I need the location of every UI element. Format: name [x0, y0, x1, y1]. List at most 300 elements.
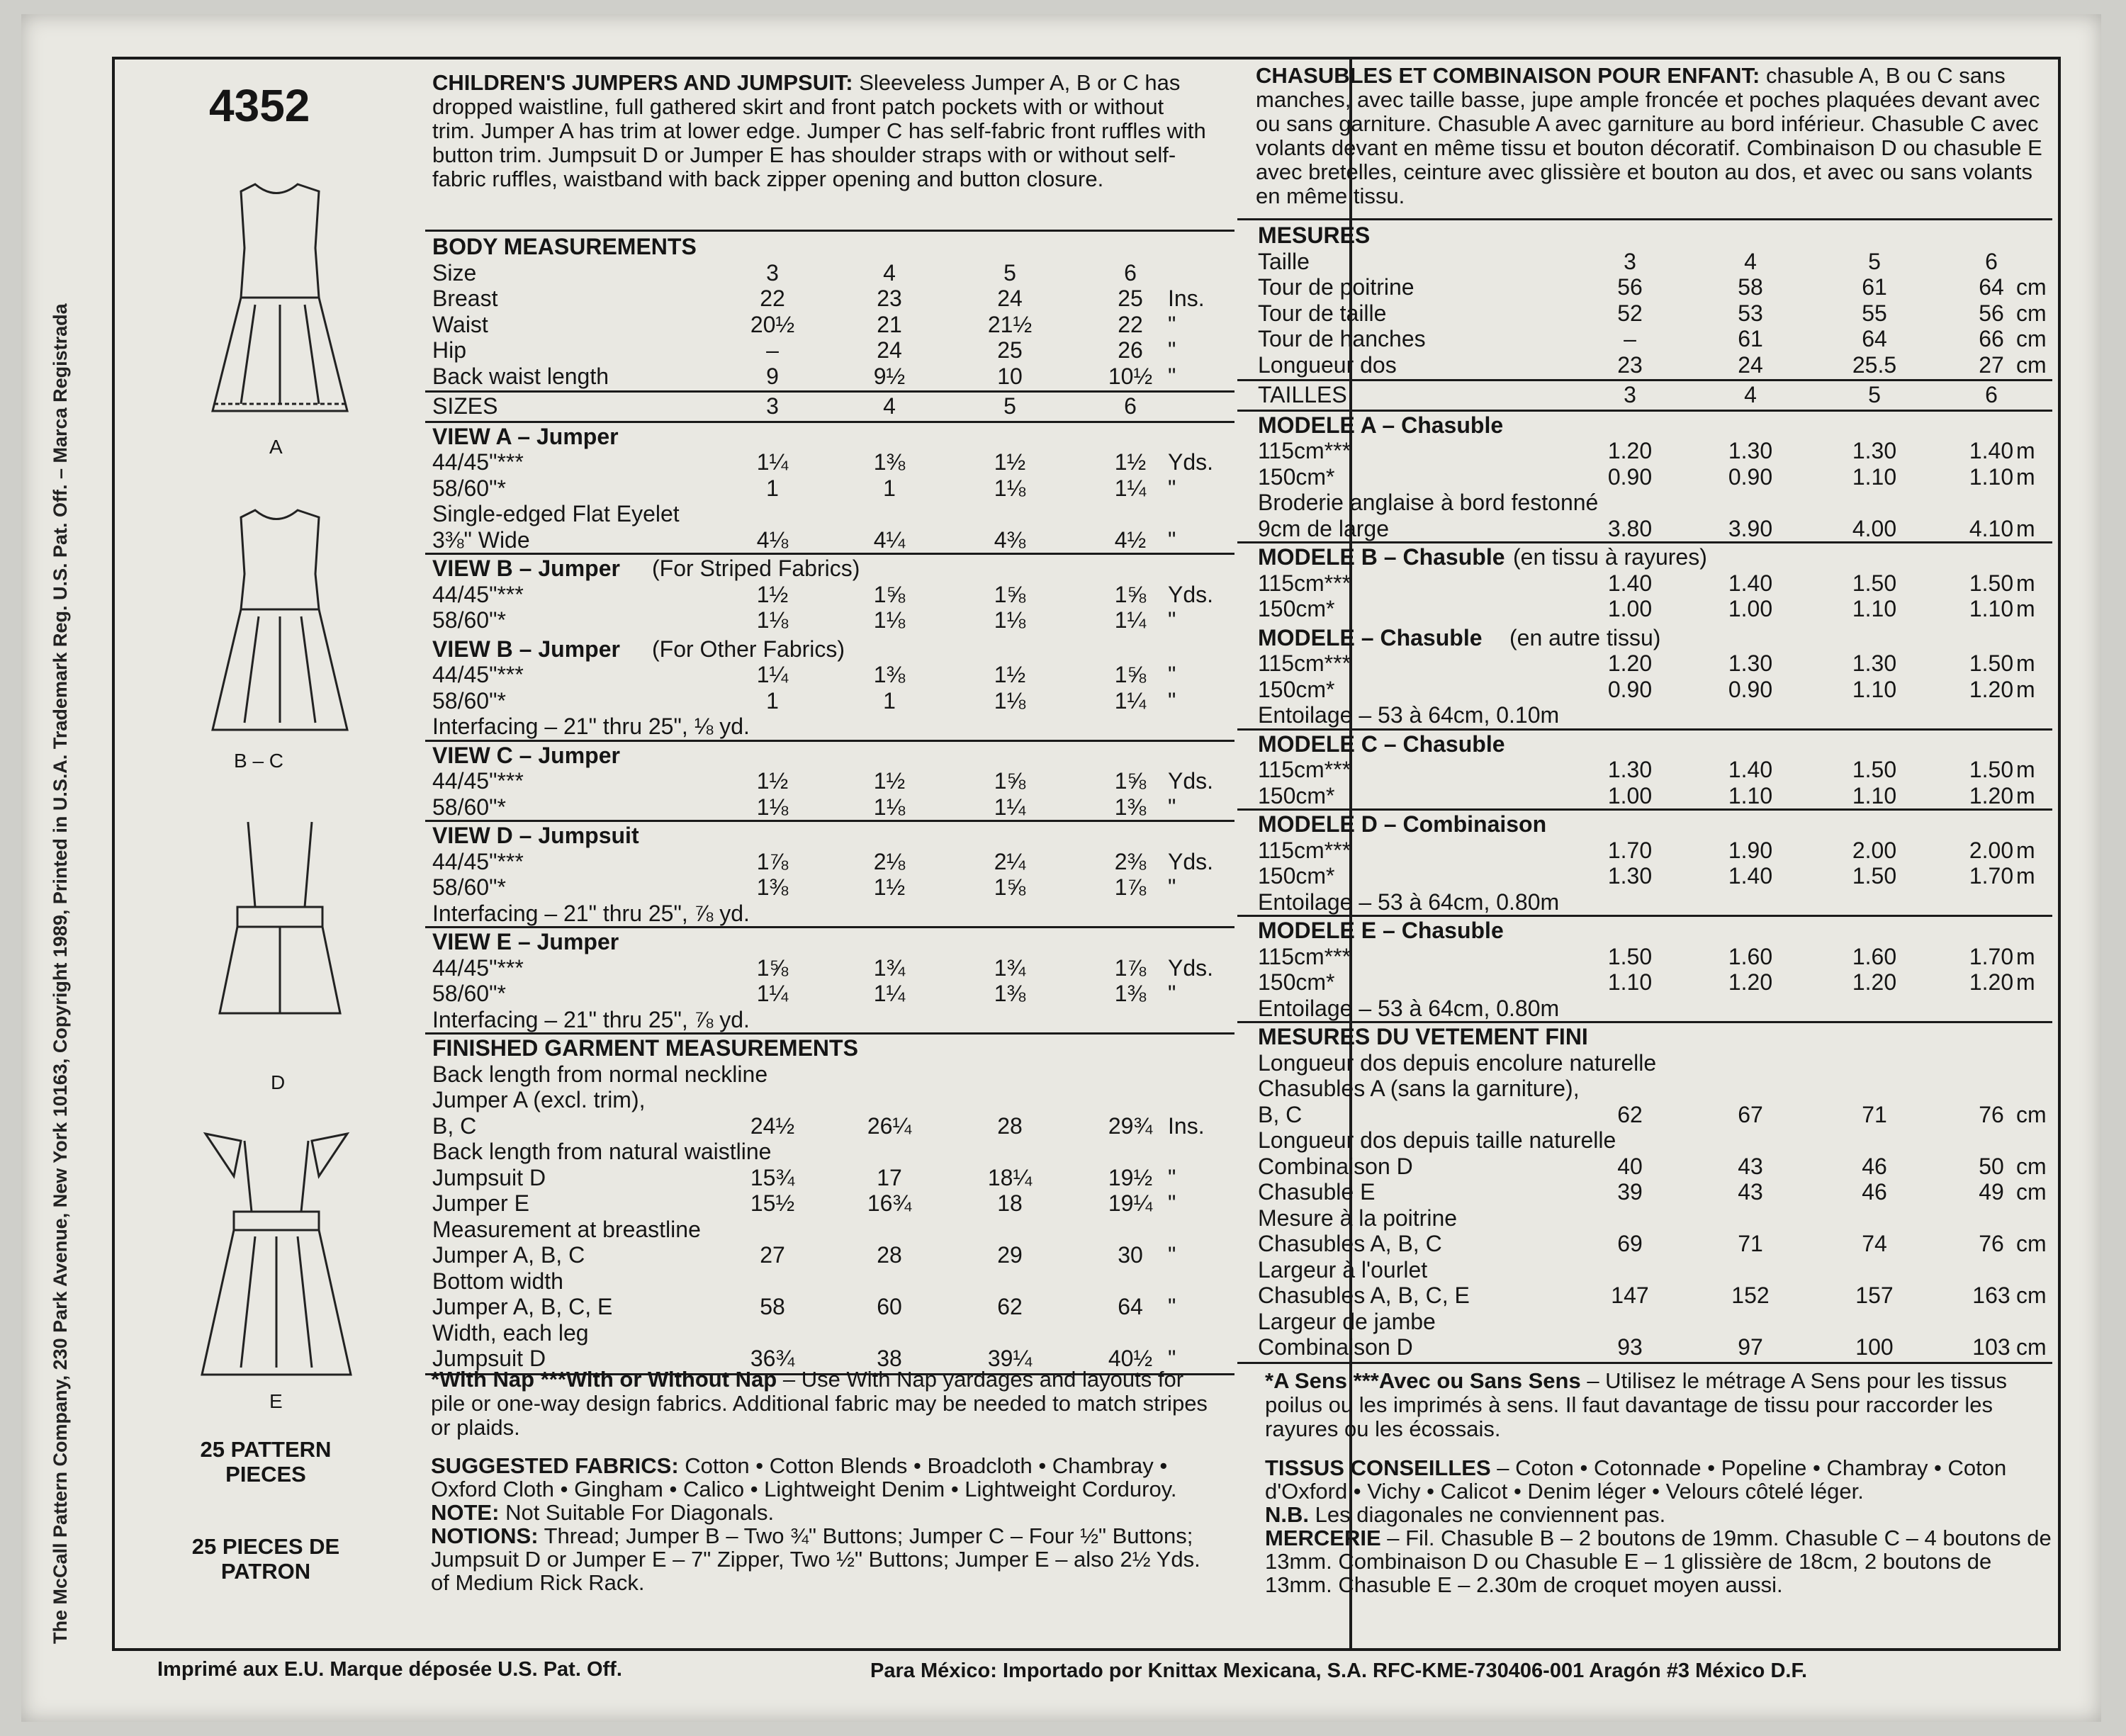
fr-finished-row-value [1587, 1076, 1672, 1101]
en-finished-row-unit: " [1168, 1164, 1176, 1190]
en-finished-row-value [847, 1268, 932, 1294]
en-finished-row-label: Back length from natural waistline [432, 1139, 772, 1164]
en-finished-row-value: 24½ [750, 1112, 795, 1139]
en-finished-row-value: 16¾ [867, 1190, 912, 1216]
en-finished-row-label: Jumper A, B, C [432, 1242, 585, 1268]
fr-note-title: N.B. [1265, 1502, 1309, 1527]
fr-body-row-value: 64 [1862, 326, 1887, 351]
fr-finished-row-label: Combinaison D [1258, 1153, 1413, 1179]
fr-body-row-value: 61 [1862, 274, 1887, 300]
fr-view-title: MODELE E – Chasuble [1258, 918, 1504, 943]
figure-label-d: D [271, 1071, 286, 1093]
en-view-row-label: 44/45"*** [432, 449, 524, 475]
fr-finished-row-label: Largeur de jambe [1258, 1308, 1436, 1334]
fr-finished-row-label: B, C [1258, 1101, 1303, 1127]
fr-view-row-value: 1.10 [1607, 969, 1653, 995]
en-finished-row-value: 26¼ [867, 1112, 912, 1139]
en-view-row-value: 1½ [994, 662, 1026, 687]
en-view-row-value: 1⅜ [1114, 794, 1147, 820]
fr-finished-row-value: 67 [1738, 1101, 1763, 1127]
jumper-a-illustration [198, 170, 361, 425]
fr-view-row-value: 1.10 [1969, 596, 2014, 621]
fr-view-row-unit: m [2016, 463, 2035, 490]
en-view-row-label: 44/45"*** [432, 954, 524, 981]
fr-finished-row-unit [2016, 1309, 2073, 1334]
fr-finished-row-value: 103 [1972, 1334, 2010, 1360]
en-finished-row-value [847, 1061, 932, 1087]
fr-finished-row-unit [2016, 1127, 2073, 1153]
en-view-row-value: 1¼ [1114, 687, 1147, 714]
fr-finished-row-unit: cm [2016, 1179, 2047, 1205]
en-finished-row-unit [1168, 1087, 1225, 1112]
en-finished-row-value: 28 [877, 1242, 902, 1268]
fr-view-row-value: 1.20 [1607, 438, 1653, 463]
en-finished-row-value [1088, 1139, 1173, 1164]
en-body-row-unit: " [1168, 311, 1176, 337]
fr-view-row-value [1587, 490, 1672, 515]
en-sizes-label: SIZES [432, 393, 498, 419]
fr-view-subtitle: (en autre tissu) [1509, 624, 1661, 650]
fr-view-row-value [1832, 996, 1917, 1021]
fr-finished-row-label: Chasubles A, B, C [1258, 1231, 1442, 1256]
fr-finished-row-label: Largeur à l'ourlet [1258, 1256, 1428, 1283]
en-view-row-unit: " [1168, 794, 1176, 820]
fr-view-row-value [1708, 702, 1793, 728]
fr-view-row-value: 0.90 [1728, 463, 1773, 490]
fr-view-row-value: 1.10 [1852, 676, 1897, 702]
en-finished-row-label: Jumpsuit D [432, 1164, 546, 1190]
en-body-row-value: 5 [1003, 259, 1016, 286]
fr-finished-row-unit [2016, 1050, 2073, 1076]
en-view-row-value: 1⅛ [994, 475, 1026, 501]
fr-finished-row-label: Combinaison D [1258, 1334, 1413, 1360]
fr-view-row-value: 1.50 [1969, 650, 2014, 676]
en-body-row-value: – [766, 337, 779, 363]
fr-view-row-value: 1.20 [1852, 969, 1897, 995]
en-view-row-value: 1⅝ [994, 581, 1026, 607]
fr-size-value: 6 [1985, 382, 1998, 407]
en-view-row-value: 1⅞ [1114, 874, 1147, 900]
fr-view-row-value: 0.90 [1728, 676, 1773, 702]
fr-finished-row-unit: cm [2016, 1334, 2047, 1360]
fr-finished-row-value: 43 [1738, 1179, 1763, 1205]
en-finished-row-label: B, C [432, 1112, 477, 1139]
en-finished-row-value: 58 [760, 1294, 785, 1319]
en-view-row-label: 3⅜" Wide [432, 526, 530, 553]
fr-view-row-value [1832, 889, 1917, 915]
fr-finished-row-label: Longueur dos depuis encolure naturelle [1258, 1049, 1657, 1076]
fr-size-value: 5 [1868, 382, 1881, 407]
fr-view-row-value: 1.30 [1852, 650, 1897, 676]
fr-view-row-value: 3.90 [1728, 515, 1773, 541]
fr-view-row-unit: m [2016, 863, 2035, 889]
fr-view-row-value: 1.50 [1969, 757, 2014, 782]
fr-body-row-value: 25.5 [1852, 351, 1897, 378]
fr-view-row-label: Entoilage – 53 à 64cm, 0.80m [1258, 995, 1560, 1021]
en-view-title: VIEW A – Jumper [432, 423, 619, 449]
en-body-row-label: Breast [432, 286, 498, 311]
en-finished-row-value: 29 [997, 1242, 1023, 1268]
fr-view-row-label: 115cm*** [1258, 757, 1351, 782]
fr-finished-row-value [1832, 1127, 1917, 1153]
fr-finished-row-label: Longueur dos depuis taille naturelle [1258, 1127, 1616, 1153]
fr-finished-row-value: 163 [1972, 1283, 2010, 1308]
en-finished-row-value [1088, 1320, 1173, 1346]
en-view-row-value: 1½ [756, 581, 789, 607]
en-view-row-label: 58/60"* [432, 607, 506, 633]
en-view-row-value: 1½ [873, 874, 906, 900]
en-finished-row-value [730, 1268, 815, 1294]
fr-view-row-label: 150cm* [1258, 463, 1335, 490]
pattern-number: 4352 [209, 80, 310, 131]
en-view-row-value: 4⅛ [756, 526, 789, 553]
fr-finished-title: MESURES DU VETEMENT FINI [1258, 1024, 1588, 1049]
en-finished-row-label: Jumper A (excl. trim), [432, 1087, 646, 1112]
en-view-row-value [730, 714, 815, 739]
en-finished-row-value: 15¾ [750, 1164, 795, 1190]
fr-finished-row-value: 46 [1862, 1153, 1887, 1179]
fr-view-row-value [1708, 490, 1793, 515]
fr-view-row-value [1708, 889, 1793, 915]
fr-view-row-unit: m [2016, 837, 2035, 863]
en-view-row-value: 1⅝ [1114, 662, 1147, 687]
divider-line [1237, 808, 2052, 811]
en-finished-row-unit: Ins. [1168, 1112, 1205, 1139]
divider-line [425, 740, 1234, 742]
en-view-row-unit: Yds. [1168, 768, 1214, 794]
fr-view-row-value: 1.40 [1607, 570, 1653, 596]
fr-finished-row-value [1587, 1257, 1672, 1283]
en-view-row-value [1088, 501, 1173, 526]
fr-body-row-label: Tour de taille [1258, 300, 1387, 326]
footer-right: Para México: Importado por Knittax Mexicana, S.A. RFC-KME-730406-001 Aragón #3 México D.F. [870, 1659, 1808, 1682]
fr-body-row-value: 53 [1738, 300, 1763, 326]
fr-finished-row-value: 76 [1979, 1231, 2004, 1256]
en-finished-row-value [967, 1087, 1052, 1112]
fr-intro [1256, 64, 2042, 208]
en-view-row-value: 1 [883, 687, 896, 714]
fr-finished-row-unit: cm [2016, 1283, 2047, 1308]
en-view-row-value: 1⅝ [873, 581, 906, 607]
en-view-row-value: 4½ [1114, 526, 1147, 553]
fr-finished-row-value [1708, 1076, 1793, 1101]
fr-finished-row-unit: cm [2016, 1231, 2047, 1256]
en-view-row-value: 1⅛ [756, 794, 789, 820]
en-view-title: VIEW D – Jumpsuit [432, 823, 639, 848]
fr-nap-note [1265, 1369, 2059, 1441]
en-fabrics-notions [431, 1454, 1217, 1594]
pattern-pieces-en: 25 PATTERN PIECES [200, 1437, 332, 1487]
en-body-row-unit: Ins. [1168, 286, 1205, 311]
en-finished-row-value [967, 1061, 1052, 1087]
en-view-row-label: 44/45"*** [432, 581, 524, 607]
en-view-row-value: 1¾ [873, 954, 906, 981]
en-body-row-value: 10 [997, 363, 1023, 389]
en-view-row-value [967, 1007, 1052, 1032]
fr-finished-row-unit: cm [2016, 1101, 2047, 1127]
en-finished-row-unit: " [1168, 1346, 1176, 1371]
en-notions-text: Thread; Jumper B – Two ¾" Buttons; Jumper C – Four ½" Buttons; Jumpsuit D or Jumper E – 7" Zipper, Two ½" Buttons; Jumper E – also 2½ Yds. of Medium Rick Rack. [431, 1523, 1200, 1595]
en-view-subtitle: (For Other Fabrics) [652, 636, 845, 662]
fr-body-row-value: 66 [1979, 326, 2004, 351]
en-finished-row-label: Back length from normal neckline [432, 1061, 768, 1087]
en-view-title: VIEW B – Jumper [432, 636, 620, 662]
fr-finished-row-value: 147 [1611, 1283, 1649, 1308]
fr-fabrics-text: – Coton • Cotonnade • Popeline • Chambray • Coton d'Oxford • Vichy • Calicot • Denim léger • Velours côtelé léger. [1265, 1455, 2007, 1504]
divider-line [1237, 218, 2052, 220]
fr-view-row-value: 1.70 [1969, 863, 2014, 889]
fr-view-row-value: 1.90 [1728, 837, 1773, 863]
en-view-row-value: 1¼ [1114, 607, 1147, 633]
en-view-row-unit [1168, 714, 1225, 739]
fr-view-row-unit: m [2016, 570, 2035, 596]
en-view-row-value: 1⅝ [994, 768, 1026, 794]
fr-view-row-value: 1.50 [1969, 570, 2014, 596]
en-finished-row-value: 29¾ [1108, 1112, 1153, 1139]
fr-view-row-value: 1.10 [1728, 782, 1773, 808]
divider-line [1237, 915, 2052, 917]
fr-body-title: MESURES [1258, 222, 1371, 248]
fr-view-row-value: 1.30 [1728, 438, 1773, 463]
en-view-row-value [847, 501, 932, 526]
fr-view-row-value: 4.00 [1852, 515, 1897, 541]
en-view-title: VIEW B – Jumper [432, 556, 620, 581]
en-size-value: 6 [1124, 393, 1137, 419]
en-view-subtitle: (For Striped Fabrics) [652, 556, 860, 581]
en-finished-row-value: 19½ [1108, 1164, 1153, 1190]
en-body-title: BODY MEASUREMENTS [432, 234, 697, 259]
fr-finished-row-value [1708, 1050, 1793, 1076]
fr-finished-row-value: 93 [1617, 1334, 1643, 1360]
en-view-row-value [730, 501, 815, 526]
fr-view-row-value: 1.30 [1607, 863, 1653, 889]
fr-finished-row-value [1587, 1205, 1672, 1231]
en-view-row-label: 44/45"*** [432, 662, 524, 687]
en-view-row-value: 2⅛ [873, 848, 906, 874]
en-view-row-value: 1⅜ [873, 449, 906, 475]
en-finished-row-value [967, 1217, 1052, 1242]
fr-finished-row-value [1708, 1127, 1793, 1153]
pattern-pieces-fr: 25 PIECES DE PATRON [191, 1534, 340, 1584]
en-view-row-label: 58/60"* [432, 874, 506, 900]
en-nap-text: – Use With Nap yardages and layouts for pile or one-way design fabrics. Additional fabric may be needed to match stripes or plaids. [431, 1367, 1208, 1440]
fr-finished-row-value: 97 [1738, 1334, 1763, 1360]
fr-view-row-label: 150cm* [1258, 596, 1335, 621]
fr-finished-row-value [1832, 1076, 1917, 1101]
en-body-row-value: 23 [877, 286, 902, 311]
fr-view-row-value [1587, 996, 1672, 1021]
fr-finished-row-value [1832, 1205, 1917, 1231]
en-view-row-value: 1¼ [756, 662, 789, 687]
fr-view-row-label: Broderie anglaise à bord festonné [1258, 490, 1599, 515]
fr-view-row-value: 1.30 [1607, 757, 1653, 782]
en-view-title: VIEW E – Jumper [432, 929, 619, 954]
en-view-row-label: 58/60"* [432, 981, 506, 1006]
en-view-row-value: 1⅜ [1114, 981, 1147, 1006]
fr-body-row-value: 52 [1617, 300, 1643, 326]
fr-finished-row-label: Chasubles A, B, C, E [1258, 1283, 1470, 1308]
fr-view-row-label: 115cm*** [1258, 650, 1351, 676]
en-intro [432, 71, 1212, 191]
fr-view-row-value: 1.40 [1728, 757, 1773, 782]
en-note-title: NOTE: [431, 1500, 500, 1525]
fr-view-row-value: 1.70 [1969, 943, 2014, 969]
footer-left: Imprimé aux E.U. Marque déposée U.S. Pat. Off. [157, 1658, 622, 1681]
fr-view-row-value [1832, 490, 1917, 515]
fr-body-row-unit: cm [2016, 326, 2047, 351]
fr-size-value: 3 [1624, 382, 1636, 407]
fr-view-row-unit [2016, 702, 2073, 728]
divider-line [425, 421, 1234, 423]
fr-view-row-value: 1.30 [1728, 650, 1773, 676]
fr-finished-row-value [1587, 1127, 1672, 1153]
fr-view-title: MODELE D – Combinaison [1258, 811, 1547, 837]
fr-sizes-label: TAILLES [1258, 382, 1347, 407]
en-view-row-value: 1¼ [756, 981, 789, 1006]
en-view-row-value [1088, 901, 1173, 926]
en-finished-row-value [967, 1320, 1052, 1346]
fr-view-row-unit: m [2016, 438, 2035, 463]
en-view-row-unit: " [1168, 475, 1176, 501]
en-finished-row-unit: " [1168, 1242, 1176, 1268]
fr-view-row-value: 1.50 [1852, 863, 1897, 889]
fr-view-row-label: 115cm*** [1258, 837, 1351, 863]
fr-finished-row-value: 62 [1617, 1101, 1643, 1127]
en-finished-row-value: 17 [877, 1164, 902, 1190]
en-body-row-unit: " [1168, 363, 1176, 389]
en-body-row-value: 26 [1118, 337, 1143, 363]
fr-body-row-value: 55 [1862, 300, 1887, 326]
fr-view-row-value: 1.30 [1852, 438, 1897, 463]
en-view-row-label: 44/45"*** [432, 768, 524, 794]
fr-nap-b: ***Avec ou Sans Sens [1353, 1368, 1581, 1393]
fr-view-row-value: 1.10 [1969, 463, 2014, 490]
fr-body-row-unit [2016, 249, 2073, 274]
en-finished-row-value [1088, 1217, 1173, 1242]
fr-view-title: MODELE C – Chasuble [1258, 731, 1505, 757]
figure-label-e: E [269, 1390, 283, 1412]
fr-view-row-unit [2016, 996, 2073, 1021]
fr-view-row-value: 1.40 [1969, 438, 2014, 463]
fr-nap-text: – Utilisez le métrage A Sens pour les tissus poilus ou les imprimés à sens. Il faut davantage de tissu pour raccorder les rayures ou les écossais. [1265, 1368, 2008, 1441]
fr-view-row-label: 150cm* [1258, 969, 1335, 995]
en-view-row-value: 1⅝ [994, 874, 1026, 900]
fr-finished-row-value: 71 [1862, 1101, 1887, 1127]
fr-view-row-label: 115cm*** [1258, 570, 1351, 596]
fr-view-row-value: 1.20 [1728, 969, 1773, 995]
en-finished-row-value: 27 [760, 1242, 785, 1268]
en-nap-a: *With Nap [431, 1367, 535, 1392]
en-view-row-value: 1½ [756, 768, 789, 794]
fr-view-row-value [1587, 889, 1672, 915]
divider-line [1237, 410, 2052, 412]
en-finished-row-value: 15½ [750, 1190, 795, 1216]
en-view-row-unit: Yds. [1168, 954, 1214, 981]
jumpsuit-d-illustration [198, 808, 361, 1063]
fr-body-row-value: 3 [1624, 248, 1636, 274]
divider-line [1237, 1362, 2052, 1364]
fr-finished-row-value: 49 [1979, 1179, 2004, 1205]
en-body-row-value: 9½ [873, 363, 906, 389]
fr-fabrics-notions [1265, 1456, 2059, 1596]
en-body-row-value: 25 [1118, 286, 1143, 311]
fr-finished-row-value: 69 [1617, 1231, 1643, 1256]
en-view-row-label: 58/60"* [432, 687, 506, 714]
en-view-row-label: Interfacing – 21" thru 25", ⅞ yd. [432, 1006, 750, 1032]
en-view-row-unit: " [1168, 981, 1176, 1006]
fr-view-row-value: 2.00 [1969, 837, 2014, 863]
fr-notions-text: – Fil. Chasuble B – 2 boutons de 19mm. Chasuble C – 4 boutons de 13mm. Combinaison D ou Chasuble E – 1 glissière de 18cm, 2 boutons de 13mm. Chasuble E – 2.30m de croquet moyen aussi. [1265, 1526, 2052, 1597]
en-body-row-value: 24 [997, 286, 1023, 311]
en-view-row-value: 1¾ [994, 954, 1026, 981]
en-notions-title: NOTIONS: [431, 1523, 539, 1548]
fr-body-row-value: 58 [1738, 274, 1763, 300]
fr-view-row-value: 1.10 [1852, 596, 1897, 621]
fr-finished-row-value: 40 [1617, 1153, 1643, 1179]
fr-view-row-unit [2016, 889, 2073, 915]
fr-view-row-unit [2016, 490, 2073, 515]
divider-line [425, 926, 1234, 928]
fr-finished-row-value: 76 [1979, 1101, 2004, 1127]
fr-view-row-unit: m [2016, 650, 2035, 676]
en-body-row-value: 6 [1124, 259, 1137, 286]
fr-view-row-value: 1.20 [1607, 650, 1653, 676]
divider-line [1237, 1021, 2052, 1023]
en-finished-row-unit [1168, 1320, 1225, 1346]
fr-view-row-value: 0.90 [1607, 676, 1653, 702]
en-finished-row-value: 38 [877, 1346, 902, 1371]
fr-view-row-value [1832, 702, 1917, 728]
en-view-row-value [967, 714, 1052, 739]
en-finished-row-value [1088, 1087, 1173, 1112]
en-view-row-label: Interfacing – 21" thru 25", ⅛ yd. [432, 714, 750, 739]
en-view-row-value [847, 1007, 932, 1032]
en-view-row-label: 58/60"* [432, 475, 506, 501]
en-finished-row-value [1088, 1268, 1173, 1294]
en-view-row-unit [1168, 901, 1225, 926]
fr-nap-a: *A Sens [1265, 1368, 1348, 1393]
fr-view-row-unit: m [2016, 757, 2035, 782]
en-view-row-value: 1¼ [1114, 475, 1147, 501]
en-body-row-value: 9 [766, 363, 779, 389]
fr-finished-row-unit [2016, 1076, 2073, 1101]
fr-view-row-value: 3.80 [1607, 515, 1653, 541]
fr-body-row-value: 56 [1617, 274, 1643, 300]
fr-finished-row-value: 152 [1731, 1283, 1770, 1308]
en-view-row-label: Single-edged Flat Eyelet [432, 501, 680, 526]
en-finished-row-value [967, 1139, 1052, 1164]
en-finished-row-value: 30 [1118, 1242, 1143, 1268]
fr-body-row-label: Longueur dos [1258, 351, 1397, 378]
fr-view-row-value: 1.00 [1607, 782, 1653, 808]
fr-view-row-value: 1.50 [1607, 943, 1653, 969]
en-view-row-unit [1168, 501, 1225, 526]
fr-body-row-label: Tour de poitrine [1258, 274, 1414, 300]
fr-view-row-label: 9cm de large [1258, 515, 1389, 541]
divider-line [425, 553, 1234, 555]
en-finished-row-value: 40½ [1108, 1346, 1153, 1371]
fr-notions-title: MERCERIE [1265, 1526, 1381, 1550]
fr-view-row-label: Entoilage – 53 à 64cm, 0.80m [1258, 889, 1560, 915]
divider-line [1237, 728, 2052, 731]
en-view-row-value [1088, 714, 1173, 739]
en-size-value: 4 [883, 393, 896, 419]
en-intro-title: CHILDREN'S JUMPERS AND JUMPSUIT: [432, 70, 853, 95]
en-finished-row-unit [1168, 1268, 1225, 1294]
fr-finished-row-label: Chasubles A (sans la garniture), [1258, 1076, 1580, 1101]
fr-view-row-unit: m [2016, 515, 2035, 541]
fr-view-row-value: 2.00 [1852, 837, 1897, 863]
